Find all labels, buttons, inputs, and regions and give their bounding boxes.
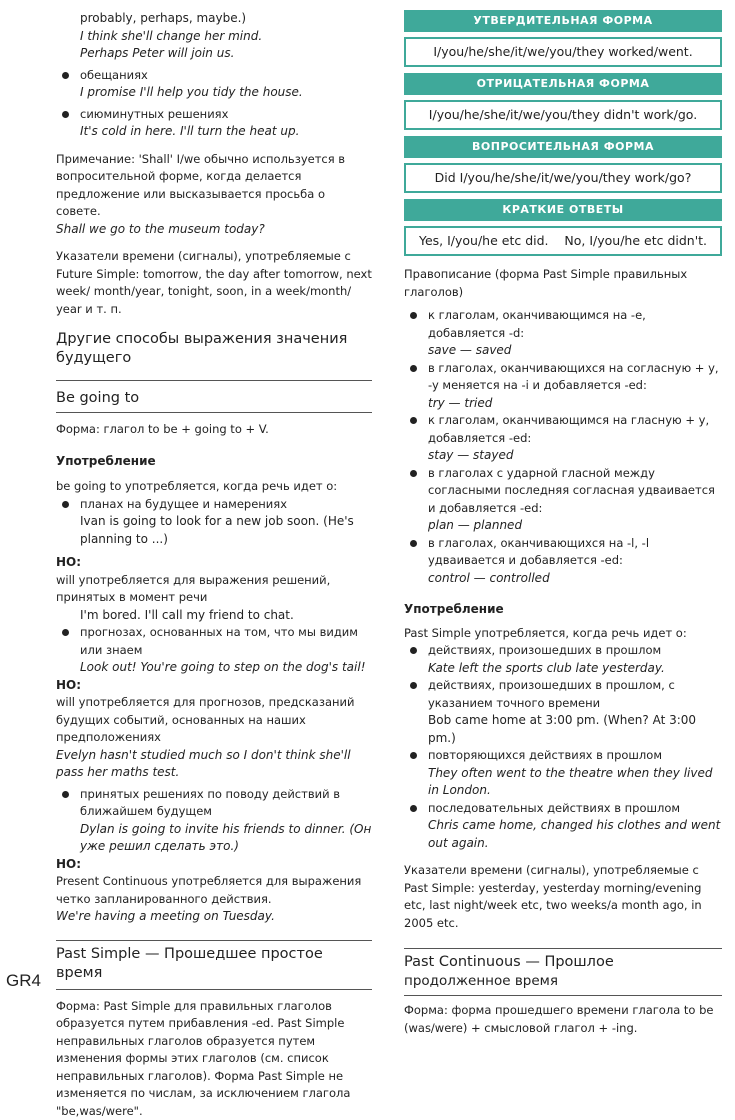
bullet-item: последовательных действиях в прошлом (404, 800, 722, 818)
text-line: be going to употребляется, когда речь идет о: (56, 478, 372, 496)
box-header-short-answers: КРАТКИЕ ОТВЕТЫ (404, 199, 722, 221)
example: We're having a meeting on Tuesday. (56, 908, 372, 926)
text-line: Present Continuous употребляется для выражения четко запланированного действия. (56, 873, 372, 908)
time-signals: Указатели времени (сигналы), употребляемые с Past Simple: yesterday, yesterday morning/evening etc, last night/week etc, two weeks/a month ago, in 2005 etc. (404, 862, 722, 932)
example: plan — planned (404, 517, 722, 535)
bullet-item: сиюминутных решениях (56, 106, 372, 124)
example: They often went to the theatre when they lived in London. (404, 765, 722, 800)
subheading: Другие способы выражения значения будущего (56, 330, 372, 368)
bullet-item: в глаголах с ударной гласной между согласными последняя согласная удваивается и добавляется -ed: (404, 465, 722, 518)
divider (56, 380, 372, 381)
divider (404, 948, 722, 949)
bullet-item: действиях, произошедших в прошлом (404, 642, 722, 660)
text-line: Past Simple употребляется, когда речь идет о: (404, 625, 722, 643)
example: Dylan is going to invite his friends to dinner. (Он уже решил сделать это.) (56, 821, 372, 856)
left-column (56, 10, 372, 1120)
bullet-item: повторяющихся действиях в прошлом (404, 747, 722, 765)
page-label: GR4 (6, 972, 41, 990)
box-negative: I/you/he/she/it/we/you/they didn't work/go. (404, 100, 722, 130)
example: Ivan is going to look for a new job soon. (He's planning to ...) (56, 513, 372, 548)
label-no: НО: (56, 677, 372, 695)
example: Bob came home at 3:00 pm. (When? At 3:00 pm.) (404, 712, 722, 747)
label-no: НО: (56, 554, 372, 572)
box-affirmative: I/you/he/she/it/we/you/they worked/went. (404, 37, 722, 67)
box-header-question: ВОПРОСИТЕЛЬНАЯ ФОРМА (404, 136, 722, 158)
section-title: Be going to (56, 389, 372, 413)
time-signals: Указатели времени (сигналы), употребляемые с Future Simple: tomorrow, the day after tomorrow, next week/ month/year, tonight, soon, in a week/month/ year и т. п. (56, 248, 372, 318)
example: I'm bored. I'll call my friend to chat. (56, 607, 372, 625)
section-title: Past Continuous — Прошлое (404, 953, 722, 972)
section-title: Past Simple — Прошедшее простое время (56, 940, 372, 983)
example: Perhaps Peter will join us. (56, 45, 372, 63)
example: save — saved (404, 342, 722, 360)
box-header-negative: ОТРИЦАТЕЛЬНАЯ ФОРМА (404, 73, 722, 95)
bullet-item: прогнозах, основанных на том, что мы видим или знаем (56, 624, 372, 659)
example: control — controlled (404, 570, 722, 588)
subheading: Употребление (404, 601, 722, 619)
box-short-answers: Yes, I/you/he etc did. No, I/you/he etc didn't. (404, 226, 722, 256)
box-header-affirmative: УТВЕРДИТЕЛЬНАЯ ФОРМА (404, 10, 722, 32)
text-line: will употребляется для выражения решений, принятых в момент речи (56, 572, 372, 607)
bullet-item: в глаголах, оканчивающихся на -l, -l удваивается и добавляется -ed: (404, 535, 722, 570)
example: Kate left the sports club late yesterday. (404, 660, 722, 678)
right-column (404, 10, 722, 1037)
example: Shall we go to the museum today? (56, 221, 372, 239)
divider (404, 995, 722, 996)
example: I think she'll change her mind. (56, 28, 372, 46)
bullet-item: к глаголам, оканчивающимся на гласную + y, добавляется -ed: (404, 412, 722, 447)
text-line: will употребляется для прогнозов, предсказаний будущих событий, основанных на наших предположениях (56, 694, 372, 747)
example: try — tried (404, 395, 722, 413)
example: stay — stayed (404, 447, 722, 465)
label-no: НО: (56, 856, 372, 874)
bullet-item: действиях, произошедших в прошлом, с указанием точного времени (404, 677, 722, 712)
example: Evelyn hasn't studied much so I don't think she'll pass her maths test. (56, 747, 372, 782)
text-line: probably, perhaps, maybe.) (56, 10, 372, 28)
subheading: Употребление (56, 453, 372, 471)
form-paragraph: Форма: форма прошедшего времени глагола to be (was/were) + смысловой глагол + -ing. (404, 1002, 722, 1037)
bullet-item: принятых решениях по поводу действий в ближайшем будущем (56, 786, 372, 821)
bullet-item: в глаголах, оканчивающихся на согласную + y, -y меняется на -i и добавляется -ed: (404, 360, 722, 395)
form-line: Форма: глагол to be + going to + V. (56, 421, 372, 439)
bullet-item: обещаниях (56, 67, 372, 85)
note: Примечание: 'Shall' I/we обычно используется в вопросительной форме, когда делается предложение или высказывается просьба о совете. (56, 151, 372, 221)
bullet-item: планах на будущее и намерениях (56, 496, 372, 514)
bullet-item: к глаголам, оканчивающимся на -e, добавляется -d: (404, 307, 722, 342)
section-title: продолженное время (404, 972, 722, 991)
example: I promise I'll help you tidy the house. (56, 84, 372, 102)
divider (56, 989, 372, 990)
example: It's cold in here. I'll turn the heat up. (56, 123, 372, 141)
example: Chris came home, changed his clothes and went out again. (404, 817, 722, 852)
form-paragraph: Форма: Past Simple для правильных глаголов образуется путем прибавления -ed. Past Simple неправильных глаголов образуется путем изменения формы этих глаголов (см. список неправильных глаголов). Форма Past Simple не изменяется по числам, за исключением глагола "be,was/were". (56, 998, 372, 1120)
example: Look out! You're going to step on the dog's tail! (56, 659, 372, 677)
box-question: Did I/you/he/she/it/we/you/they work/go? (404, 163, 722, 193)
subheading: Правописание (форма Past Simple правильных глаголов) (404, 266, 722, 301)
